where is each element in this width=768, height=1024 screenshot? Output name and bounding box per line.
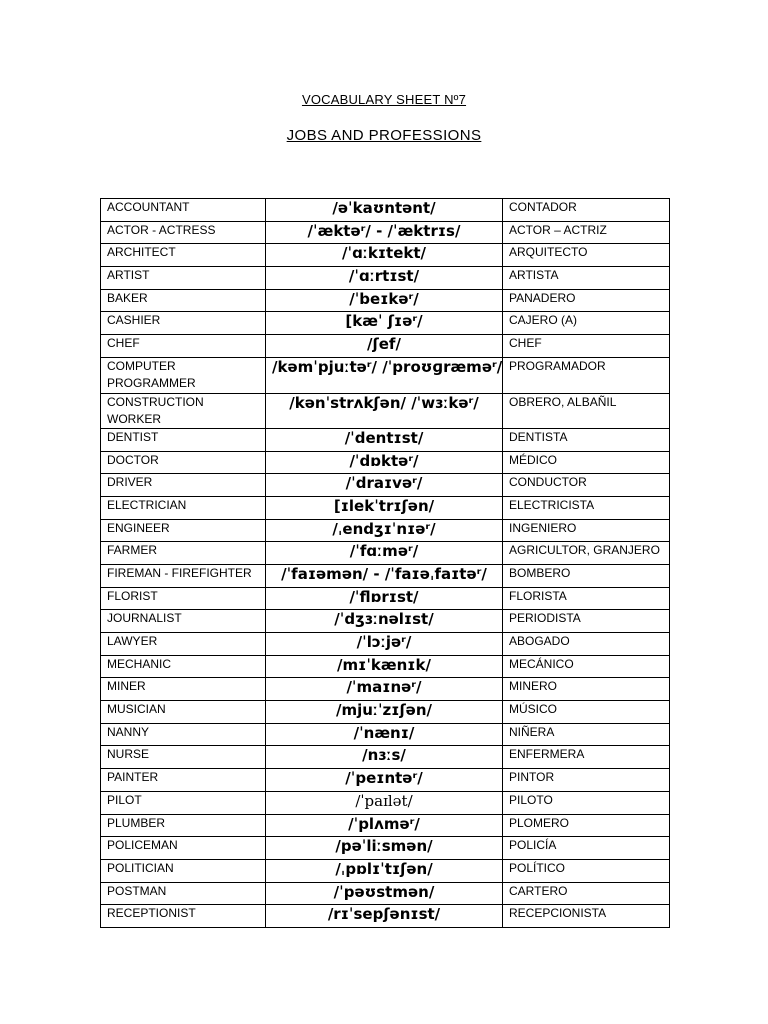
word-cell: FLORIST	[101, 587, 266, 610]
table-row	[101, 723, 670, 746]
translation-cell: PILOTO	[503, 791, 670, 814]
pronunciation-cell: /ˌpɒlɪˈtɪʃən/	[266, 859, 503, 882]
word-cell: MUSICIAN	[101, 701, 266, 724]
pronunciation-cell: /pəˈliːsmən/	[266, 837, 503, 860]
translation-cell: ARTISTA	[503, 267, 670, 290]
pronunciation-cell: /ˈdɒktəʳ/	[266, 451, 503, 474]
pronunciation-cell: /ˈæktəʳ/ - /ˈæktrɪs/	[266, 221, 503, 244]
pronunciation-cell: /ˈɑːrtɪst/	[266, 267, 503, 290]
table-row	[101, 393, 670, 428]
word-cell: MINER	[101, 678, 266, 701]
word-cell: ACTOR - ACTRESS	[101, 221, 266, 244]
table-row	[101, 678, 670, 701]
table-row	[101, 837, 670, 860]
pronunciation-cell: /ˈpeɪntəʳ/	[266, 769, 503, 792]
sheet-title: VOCABULARY SHEET Nº7	[301, 92, 467, 107]
vocabulary-table	[100, 198, 670, 928]
word-cell: ACCOUNTANT	[101, 199, 266, 222]
table-row	[101, 289, 670, 312]
table-row	[101, 655, 670, 678]
word-cell: CASHIER	[101, 312, 266, 335]
table-row	[101, 610, 670, 633]
translation-cell: MECÁNICO	[503, 655, 670, 678]
translation-cell: POLICÍA	[503, 837, 670, 860]
word-cell: PLUMBER	[101, 814, 266, 837]
word-cell: ARCHITECT	[101, 244, 266, 267]
pronunciation-cell: /nɜːs/	[266, 746, 503, 769]
pronunciation-cell: /ˈdʒɜːnəlɪst/	[266, 610, 503, 633]
pronunciation-cell: /ˈbeɪkəʳ/	[266, 289, 503, 312]
pronunciation-cell: /ˈmaɪnəʳ/	[266, 678, 503, 701]
translation-cell: CONDUCTOR	[503, 474, 670, 497]
pronunciation-cell: /ʃef/	[266, 335, 503, 358]
pronunciation-cell: /mɪˈkænɪk/	[266, 655, 503, 678]
translation-cell: ABOGADO	[503, 633, 670, 656]
pronunciation-cell: /ˈdentɪst/	[266, 428, 503, 451]
word-cell: POSTMAN	[101, 882, 266, 905]
word-cell: JOURNALIST	[101, 610, 266, 633]
word-cell: FIREMAN - FIREFIGHTER	[101, 564, 266, 587]
pronunciation-cell: /rɪˈsepʃənɪst/	[266, 905, 503, 928]
table-row	[101, 746, 670, 769]
word-cell: FARMER	[101, 542, 266, 565]
translation-cell: FLORISTA	[503, 587, 670, 610]
table-row	[101, 542, 670, 565]
word-cell: DOCTOR	[101, 451, 266, 474]
pronunciation-cell: /kəmˈpjuːtəʳ/ /ˈproʊɡræməʳ/	[266, 357, 503, 393]
translation-cell: PINTOR	[503, 769, 670, 792]
pronunciation-cell: /ˈplʌməʳ/	[266, 814, 503, 837]
pronunciation-cell: /ˈlɔːjəʳ/	[266, 633, 503, 656]
word-cell: CONSTRUCTION WORKER	[101, 393, 266, 428]
pronunciation-cell: /ˌendʒɪˈnɪəʳ/	[266, 519, 503, 542]
translation-cell: BOMBERO	[503, 564, 670, 587]
translation-cell: ACTOR – ACTRIZ	[503, 221, 670, 244]
word-cell: DENTIST	[101, 428, 266, 451]
pronunciation-cell: [ɪlekˈtrɪʃən/	[266, 496, 503, 519]
table-row	[101, 769, 670, 792]
translation-cell: DENTISTA	[503, 428, 670, 451]
pronunciation-cell: /mjuːˈzɪʃən/	[266, 701, 503, 724]
table-row	[101, 357, 670, 393]
table-row	[101, 199, 670, 222]
translation-cell: INGENIERO	[503, 519, 670, 542]
pronunciation-cell: /ˈfɑːməʳ/	[266, 542, 503, 565]
table-row	[101, 267, 670, 290]
word-cell: POLITICIAN	[101, 859, 266, 882]
word-cell: POLICEMAN	[101, 837, 266, 860]
table-row	[101, 221, 670, 244]
pronunciation-cell: /ˈdraɪvəʳ/	[266, 474, 503, 497]
word-cell: NANNY	[101, 723, 266, 746]
translation-cell: PLOMERO	[503, 814, 670, 837]
pronunciation-cell: /əˈkaʊntənt/	[266, 199, 503, 222]
table-row	[101, 791, 670, 814]
table-row	[101, 519, 670, 542]
pronunciation-cell: /ˈfaɪəmən/ - /ˈfaɪəˌfaɪtəʳ/	[266, 564, 503, 587]
word-cell: LAWYER	[101, 633, 266, 656]
translation-cell: AGRICULTOR, GRANJERO	[503, 542, 670, 565]
word-cell: MECHANIC	[101, 655, 266, 678]
translation-cell: PROGRAMADOR	[503, 357, 670, 393]
translation-cell: MÚSICO	[503, 701, 670, 724]
table-row	[101, 905, 670, 928]
word-cell: DRIVER	[101, 474, 266, 497]
translation-cell: NIÑERA	[503, 723, 670, 746]
vocabulary-table-body	[101, 199, 670, 928]
word-cell: ENGINEER	[101, 519, 266, 542]
translation-cell: CHEF	[503, 335, 670, 358]
table-row	[101, 496, 670, 519]
table-row	[101, 587, 670, 610]
translation-cell: MINERO	[503, 678, 670, 701]
pronunciation-cell: /kənˈstrʌkʃən/ /ˈwɜːkəʳ/	[266, 393, 503, 428]
word-cell: NURSE	[101, 746, 266, 769]
table-row	[101, 335, 670, 358]
table-row	[101, 451, 670, 474]
pronunciation-cell: /ˈflɒrɪst/	[266, 587, 503, 610]
pronunciation-cell: /ˈnænɪ/	[266, 723, 503, 746]
table-row	[101, 244, 670, 267]
table-row	[101, 633, 670, 656]
translation-cell: CONTADOR	[503, 199, 670, 222]
translation-cell: ENFERMERA	[503, 746, 670, 769]
word-cell: PILOT	[101, 791, 266, 814]
table-row	[101, 428, 670, 451]
sheet-subtitle: JOBS AND PROFESSIONS	[286, 127, 482, 144]
word-cell: ELECTRICIAN	[101, 496, 266, 519]
translation-cell: POLÍTICO	[503, 859, 670, 882]
table-row	[101, 474, 670, 497]
translation-cell: RECEPCIONISTA	[503, 905, 670, 928]
pronunciation-cell: /ˈpaɪlət/	[266, 791, 503, 814]
translation-cell: OBRERO, ALBAÑIL	[503, 393, 670, 428]
word-cell: CHEF	[101, 335, 266, 358]
word-cell: ARTIST	[101, 267, 266, 290]
table-row	[101, 814, 670, 837]
translation-cell: ARQUITECTO	[503, 244, 670, 267]
table-row	[101, 859, 670, 882]
pronunciation-cell: /ˈɑːkɪtekt/	[266, 244, 503, 267]
translation-cell: PANADERO	[503, 289, 670, 312]
table-row	[101, 701, 670, 724]
translation-cell: CAJERO (A)	[503, 312, 670, 335]
word-cell: PAINTER	[101, 769, 266, 792]
translation-cell: ELECTRICISTA	[503, 496, 670, 519]
table-row	[101, 564, 670, 587]
translation-cell: CARTERO	[503, 882, 670, 905]
translation-cell: PERIODISTA	[503, 610, 670, 633]
translation-cell: MÉDICO	[503, 451, 670, 474]
pronunciation-cell: [kæˈ ʃɪəʳ/	[266, 312, 503, 335]
table-row	[101, 882, 670, 905]
table-row	[101, 312, 670, 335]
pronunciation-cell: /ˈpəʊstmən/	[266, 882, 503, 905]
word-cell: BAKER	[101, 289, 266, 312]
word-cell: RECEPTIONIST	[101, 905, 266, 928]
word-cell: COMPUTER PROGRAMMER	[101, 357, 266, 393]
